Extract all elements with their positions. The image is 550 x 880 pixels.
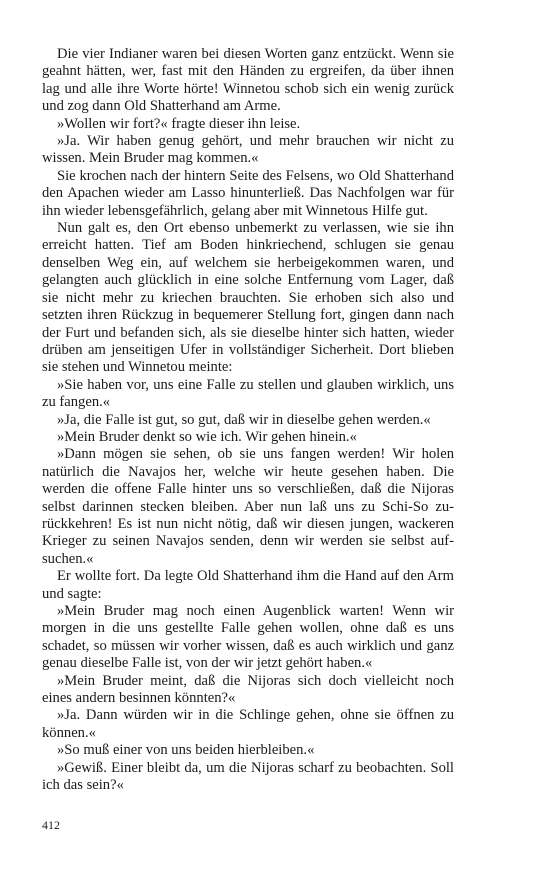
paragraph-4: Sie krochen nach der hintern Seite des Felsens, wo Old Shatterhand den Apachen wieder am Lasso hinunterließ. Das Nachfolgen war für ihn wieder lebensgefährlich, gelang aber mit Winnetous Hilfe gut. <box>42 167 454 219</box>
paragraph-8: »Mein Bruder denkt so wie ich. Wir gehen hinein.« <box>57 428 357 445</box>
paragraph-3: »Ja. Wir haben genug gehört, und mehr brauchen wir nicht zu wissen. Mein Bruder mag kommen.« <box>42 133 454 167</box>
paragraph-13: »Ja. Dann würden wir in die Schlinge gehen, ohne sie öffnen zu können.« <box>42 707 454 741</box>
paragraph-1: Die vier Indianer waren bei diesen Worten ganz entzückt. Wenn sie geahnt hätten, wer, fast mit den Händen zu ergreifen, da über ihnen lag und alle ihre Worte hörte! Winnetou schob sich ein wenig zurück und zog dann Old Shatterhand am Arme. <box>42 46 454 115</box>
paragraph-10: Er wollte fort. Da legte Old Shatterhand ihm die Hand auf den Arm und sagte: <box>42 568 454 602</box>
paragraph-15: »Gewiß. Einer bleibt da, um die Nijoras scharf zu beobachten. Soll ich das sein?« <box>42 759 454 794</box>
paragraph-12: »Mein Bruder meint, daß die Nijoras sich doch vielleicht noch eines andern besinnen könnten?« <box>42 672 454 707</box>
paragraph-2: »Wollen wir fort?« fragte dieser ihn leise. <box>57 115 301 132</box>
page-number: 412 <box>42 818 60 832</box>
paragraph-9: »Dann mögen sie sehen, ob sie uns fangen werden! Wir holen natürlich die Navajos her, welche wir heute gesehen haben. Die werden die offene Falle hinter uns so verschließen, daß die Nijoras selbst darinnen stecken bleiben. Aber nun laß uns zu Schi-So zurückkehren! Es ist nun nicht nötig, daß wir diesen jungen, wackeren Krieger zu seinen Navajos senden, denn wir werden sie selbst aufsuchen.« <box>42 446 454 567</box>
paragraph-7: »Ja, die Falle ist gut, so gut, daß wir in dieselbe gehen werden.« <box>57 411 431 428</box>
page-body <box>42 46 454 794</box>
paragraph-5: Nun galt es, den Ort ebenso unbemerkt zu verlassen, wie sie ihn erreicht hatten. Tief am Boden hinkriechend, schlugen sie genau denselben Weg ein, auf welchem sie herbeigekommen waren, und gelangten auch glücklich in eine solche Entfernung vom Lager, daß sie nicht mehr zu kriechen brauchten. Sie erhoben sich also und setzten ihren Rückzug in bequemerer Stellung fort, gingen dann nach der Furt und befanden sich, als sie dieselbe hinter sich hatten, wieder drüben am jenseitigen Ufer in vollständiger Sicherheit. Dort blieben sie stehen und Winnetou meinte: <box>42 220 454 376</box>
paragraph-14: »So muß einer von uns beiden hierbleiben.« <box>57 742 315 759</box>
paragraph-11: »Mein Bruder mag noch einen Augenblick warten! Wenn wir morgen in die uns gestellte Falle gehen wollen, ohne daß es uns schadet, so müssen wir vorher wissen, daß es auch wirklich und ganz genau dieselbe Falle ist, von der wir jetzt gehört haben.« <box>42 603 454 672</box>
paragraph-6: »Sie haben vor, uns eine Falle zu stellen und glauben wirklich, uns zu fangen.« <box>42 376 454 411</box>
